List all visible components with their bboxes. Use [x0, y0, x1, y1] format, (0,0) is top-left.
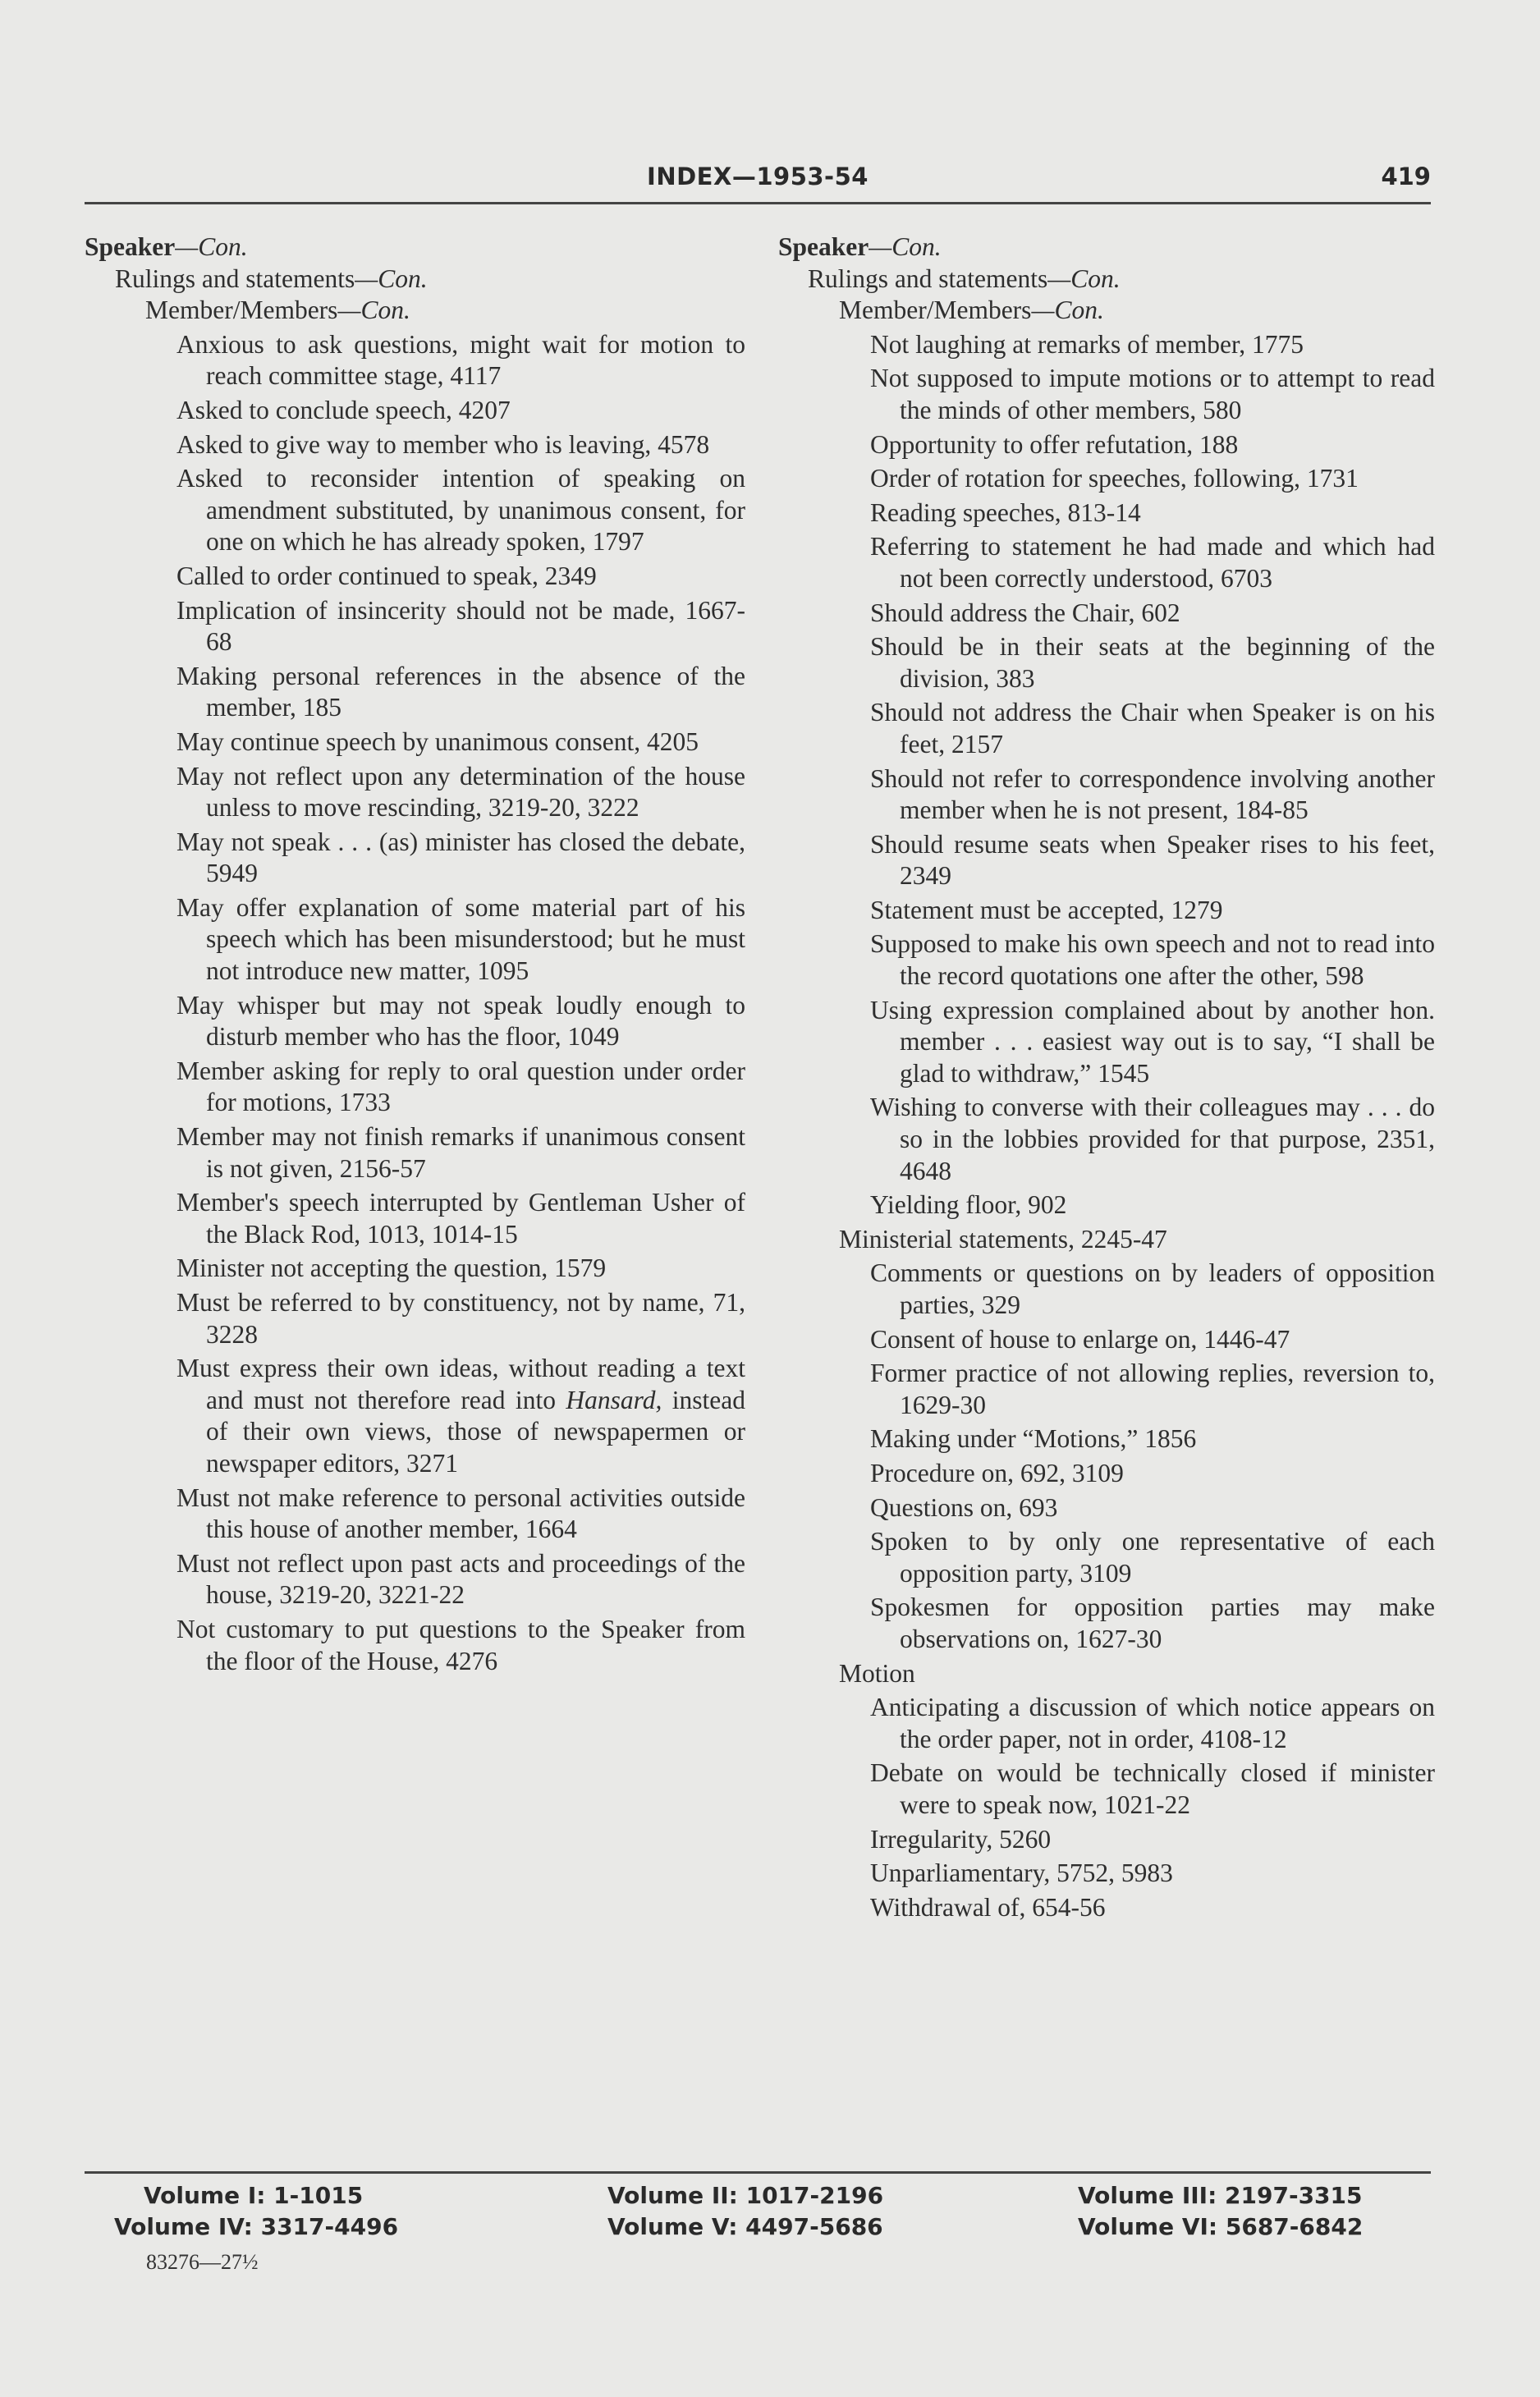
index-entry: Irregularity, 5260	[870, 1824, 1052, 1854]
index-entry: Must be referred to by constituency, not by name, 71, 3228	[176, 1288, 745, 1349]
index-entry: Reading speeches, 813-14	[870, 497, 1141, 527]
index-entry: Not laughing at remarks of member, 1775	[870, 329, 1304, 359]
index-entry: Consent of house to enlarge on, 1446-47	[870, 1324, 1290, 1354]
page-header	[85, 158, 1431, 200]
index-entry: Must not reflect upon past acts and proceedings of the house, 3219-20, 3221-22	[176, 1548, 745, 1610]
index-entry: May not speak . . . (as) minister has closed the debate, 5949	[176, 827, 745, 888]
index-entry: Asked to conclude speech, 4207	[176, 395, 511, 424]
heading-speaker-right: Speaker—Con.	[778, 232, 942, 261]
page-footer	[85, 2182, 1431, 2280]
index-entry: Comments or questions on by leaders of opposition parties, 329	[870, 1258, 1435, 1319]
index-entry: Not customary to put questions to the Speaker from the floor of the House, 4276	[176, 1614, 745, 1675]
subheading-rulings: Rulings and statements—Con.	[115, 264, 428, 293]
index-entry: Spokesmen for opposition parties may make observations on, 1627-30	[870, 1593, 1435, 1653]
index-entry: Should not refer to correspondence involving another member when he is not present, 184-85	[870, 763, 1435, 825]
index-entry: Member's speech interrupted by Gentleman Usher of the Black Rod, 1013, 1014-15	[176, 1188, 745, 1249]
subheading-members-right: Member/Members—Con.	[839, 296, 1104, 325]
index-entry: Procedure on, 692, 3109	[870, 1458, 1124, 1487]
subheading-ministerial-statements: Ministerial statements, 2245-47	[839, 1224, 1167, 1253]
index-entry: Making personal references in the absence of the member, 185	[176, 661, 745, 722]
index-entry: Using expression complained about by another hon. member . . . easiest way out is to say, “I shall be glad to withdraw,” 1545	[870, 995, 1435, 1088]
index-entry: Should address the Chair, 602	[870, 598, 1180, 627]
index-entry: Making under “Motions,” 1856	[870, 1424, 1197, 1454]
right-entry-list	[778, 329, 1435, 1221]
index-entry: Order of rotation for speeches, following, 1731	[870, 464, 1359, 493]
page-number: 419	[1381, 163, 1431, 190]
index-entry: Should be in their seats at the beginning of the division, 383	[870, 632, 1435, 693]
volume-1-range: Volume I: 1-1015	[144, 2182, 364, 2209]
left-entry-list	[85, 329, 745, 1350]
volume-2-range: Volume II: 1017-2196	[607, 2182, 884, 2209]
index-entry: Spoken to by only one representative of each opposition party, 3109	[870, 1527, 1435, 1588]
index-entry: Questions on, 693	[870, 1492, 1058, 1522]
index-entry: Should not address the Chair when Speaker is on his feet, 2157	[870, 698, 1435, 759]
print-code: 83276—27½	[146, 2250, 259, 2274]
index-entry: Opportunity to offer refutation, 188	[870, 429, 1239, 459]
subheading-rulings-right: Rulings and statements—Con.	[808, 264, 1121, 293]
ministerial-entry-list	[778, 1258, 1435, 1655]
index-entry: Not supposed to impute motions or to attempt to read the minds of other members, 580	[870, 364, 1435, 424]
index-entry: Should resume seats when Speaker rises to his feet, 2349	[870, 829, 1435, 891]
index-entry: May offer explanation of some material part of his speech which has been misunderstood; but he must not introduce new matter, 1095	[176, 892, 745, 986]
subheading-members: Member/Members—Con.	[145, 296, 410, 325]
header-rule	[85, 202, 1431, 204]
volume-4-range: Volume IV: 3317-4496	[114, 2213, 399, 2240]
right-column	[778, 231, 1435, 1923]
index-entry: Member asking for reply to oral question under order for motions, 1733	[176, 1056, 745, 1117]
index-entry: Asked to give way to member who is leaving, 4578	[176, 429, 710, 459]
volume-6-range: Volume VI: 5687-6842	[1078, 2213, 1364, 2240]
index-entry: Anticipating a discussion of which notice appears on the order paper, not in order, 4108-12	[870, 1693, 1435, 1753]
index-entry: Debate on would be technically closed if minister were to speak now, 1021-22	[870, 1758, 1435, 1819]
index-entry: Former practice of not allowing replies, reversion to, 1629-30	[870, 1359, 1435, 1419]
index-entry: Yielding floor, 902	[870, 1190, 1067, 1220]
index-entry: Asked to reconsider intention of speaking on amendment substituted, by unanimous consent, for one on which he has already spoken, 1797	[176, 464, 745, 557]
index-entry: Supposed to make his own speech and not to read into the record quotations one after the other, 598	[870, 929, 1435, 991]
index-entry: Must express their own ideas, without reading a text and must not therefore read into Hansard, instead of their own views, those of newspapermen or newspaper editors, 3271	[176, 1354, 745, 1478]
index-entry: Anxious to ask questions, might wait for motion to reach committee stage, 4117	[176, 329, 745, 391]
heading-speaker: Speaker—Con.	[85, 232, 248, 261]
index-entry: May continue speech by unanimous consent, 4205	[176, 726, 699, 756]
index-entry: Referring to statement he had made and which had not been correctly understood, 6703	[870, 532, 1435, 593]
index-entry: Minister not accepting the question, 1579	[176, 1253, 607, 1283]
left-column	[85, 231, 745, 1677]
index-entry: Member may not finish remarks if unanimous consent is not given, 2156-57	[176, 1122, 745, 1183]
subheading-motion: Motion	[839, 1658, 915, 1688]
index-entry: Unparliamentary, 5752, 5983	[870, 1858, 1173, 1888]
motion-entry-list	[778, 1692, 1435, 1923]
index-entry: Statement must be accepted, 1279	[870, 895, 1223, 924]
volume-5-range: Volume V: 4497-5686	[607, 2213, 883, 2240]
index-entry: Wishing to converse with their colleagues may . . . do so in the lobbies provided for that purpose, 2351, 4648	[870, 1093, 1435, 1185]
left-entry-list-continued	[85, 1483, 745, 1678]
index-entry: Must not make reference to personal activities outside this house of another member, 1664	[176, 1483, 745, 1544]
footer-rule	[85, 2171, 1431, 2174]
index-entry: Called to order continued to speak, 2349	[176, 561, 597, 590]
index-entry: May whisper but may not speak loudly enough to disturb member who has the floor, 1049	[176, 990, 745, 1052]
index-entry: Withdrawal of, 654-56	[870, 1892, 1106, 1922]
running-title: INDEX—1953-54	[647, 163, 869, 190]
index-entry: Implication of insincerity should not be made, 1667-68	[176, 595, 745, 657]
volume-3-range: Volume III: 2197-3315	[1078, 2182, 1363, 2209]
index-entry: May not reflect upon any determination of the house unless to move rescinding, 3219-20, 3222	[176, 761, 745, 823]
